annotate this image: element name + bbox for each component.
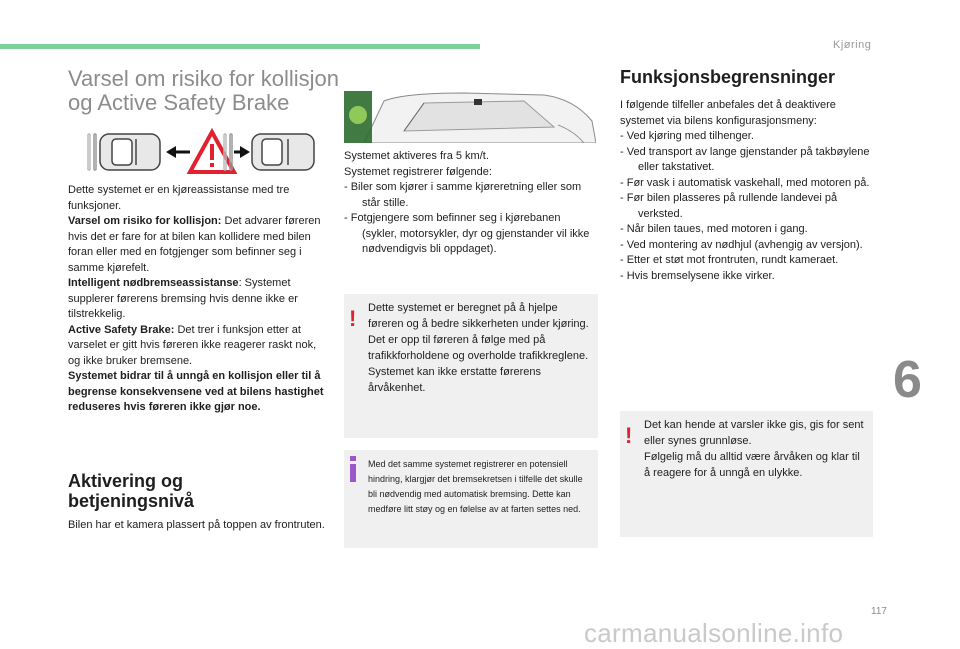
warning-box — [620, 411, 873, 537]
detection-text — [344, 149, 596, 258]
list-item: - Ved kjøring med tilhenger. — [620, 130, 754, 142]
intro-paragraph: Dette systemet er en kjøreassistanse med tre funksjoner. — [68, 184, 290, 212]
warning-exclamation-icon: ! — [349, 306, 357, 331]
paragraph-summary: Systemet bidrar til å unngå en kollisjon eller til å begrense konsekvensene ved at bilens hastighet reduseres hvis føreren ikke gjør noe. — [68, 370, 324, 413]
paragraph-active-safety-brake: Active Safety Brake: Det trer i funksjon etter at varselet er gitt hvis føreren ikke reagerer raskt nok, og ikke bruker bremsene. — [68, 323, 317, 367]
watermark: carmanualsonline.info — [584, 618, 844, 648]
list-item: - Før bilen plasseres på rullende landevei på verksted. — [620, 192, 838, 220]
limitations-intro: I følgende tilfeller anbefales det å deaktivere systemet via bilens konfigurasjonsmeny: — [620, 99, 836, 127]
list-item: - Ved montering av nødhjul (avhengig av versjon). — [620, 238, 863, 251]
section-body — [68, 183, 330, 416]
activation-title — [68, 471, 338, 511]
info-icon — [350, 456, 356, 482]
info-text: Med det samme systemet registrerer en potensiell hindring, klargjør det bremsekretsen i tilfelle det skulle bli nødvendig med automatisk bremsing. Dette kan medføre litt støy og en følelse av at farten settes ned. — [368, 459, 583, 514]
car-rear-icon — [88, 134, 160, 170]
list-item: - Ved transport av lange gjenstander på takbøylene eller takstativet. — [620, 145, 870, 173]
list-item: - Hvis bremselysene ikke virker. — [620, 269, 775, 282]
section-title — [68, 67, 348, 115]
warning-box — [344, 294, 598, 438]
activation-speed: Systemet aktiveres fra 5 km/t. — [344, 150, 489, 162]
list-item: - Etter et støt mot frontruten, rundt kameraet. — [620, 254, 839, 266]
warning-line: Dette systemet er beregnet på å hjelpe føreren og å bedre sikkerheten under kjøring. — [368, 302, 589, 330]
detection-intro: Systemet registrerer følgende: — [344, 165, 492, 178]
warning-exclamation-icon: ! — [625, 423, 633, 448]
collision-illustration — [78, 128, 322, 176]
list-item: - Når bilen taues, med motoren i gang. — [620, 223, 808, 235]
warning-line: Følgelig må du alltid være årvåken og klar til å reagere for å unngå en ulykke. — [644, 451, 860, 479]
section-title-line1: Varsel om risiko for kollisjon — [68, 66, 340, 91]
header-accent-bar — [0, 44, 480, 49]
warning-line: Det er opp til føreren å følge med på trafikkforholdene og overholde trafikkreglene. — [368, 334, 589, 362]
list-item: - Før vask i automatisk vaskehall, med motoren på. — [620, 176, 870, 189]
limitations-body — [620, 98, 876, 284]
camera-marker — [474, 99, 482, 105]
warning-line: Det kan hende at varsler ikke gis, gis for sent eller synes grunnløse. — [644, 419, 864, 447]
section-title-line2: og Active Safety Brake — [68, 90, 290, 115]
paragraph-brake-assist: Intelligent nødbremseassistanse: Systemet supplerer førerens bremsing hvis denne ikke er tilstrekkelig. — [68, 277, 298, 320]
paragraph-collision-warning: Varsel om risiko for kollisjon: Det advarer føreren hvis det er fare for at bilen kan kollidere med bilen foran eller med en fotgjenger som befinner seg i samme kjørefelt. — [68, 215, 321, 274]
list-item: - Fotgjengere som befinner seg i kjørebanen (sykler, motorsykler, dyr og gjenstander vil ikke nødvendigvis bli oppdaget). — [344, 212, 590, 255]
activation-text: Bilen har et kamera plassert på toppen av frontruten. — [68, 519, 325, 531]
warning-line: Systemet kan ikke erstatte førerens årvåkenhet. — [368, 366, 542, 394]
section-header: Kjøring — [833, 39, 872, 51]
warning-triangle-icon — [166, 132, 250, 172]
limitations-title: Funksjonsbegrensninger — [620, 67, 836, 87]
windshield-camera-illustration — [344, 91, 596, 143]
chapter-number: 6 — [893, 351, 922, 409]
page-number: 117 — [871, 606, 887, 617]
list-item: - Biler som kjører i samme kjøreretning eller som står stille. — [344, 181, 582, 209]
activation-title-line2: betjeningsnivå — [68, 491, 195, 511]
activation-title-line1: Aktivering og — [68, 471, 184, 491]
info-box — [344, 450, 598, 548]
